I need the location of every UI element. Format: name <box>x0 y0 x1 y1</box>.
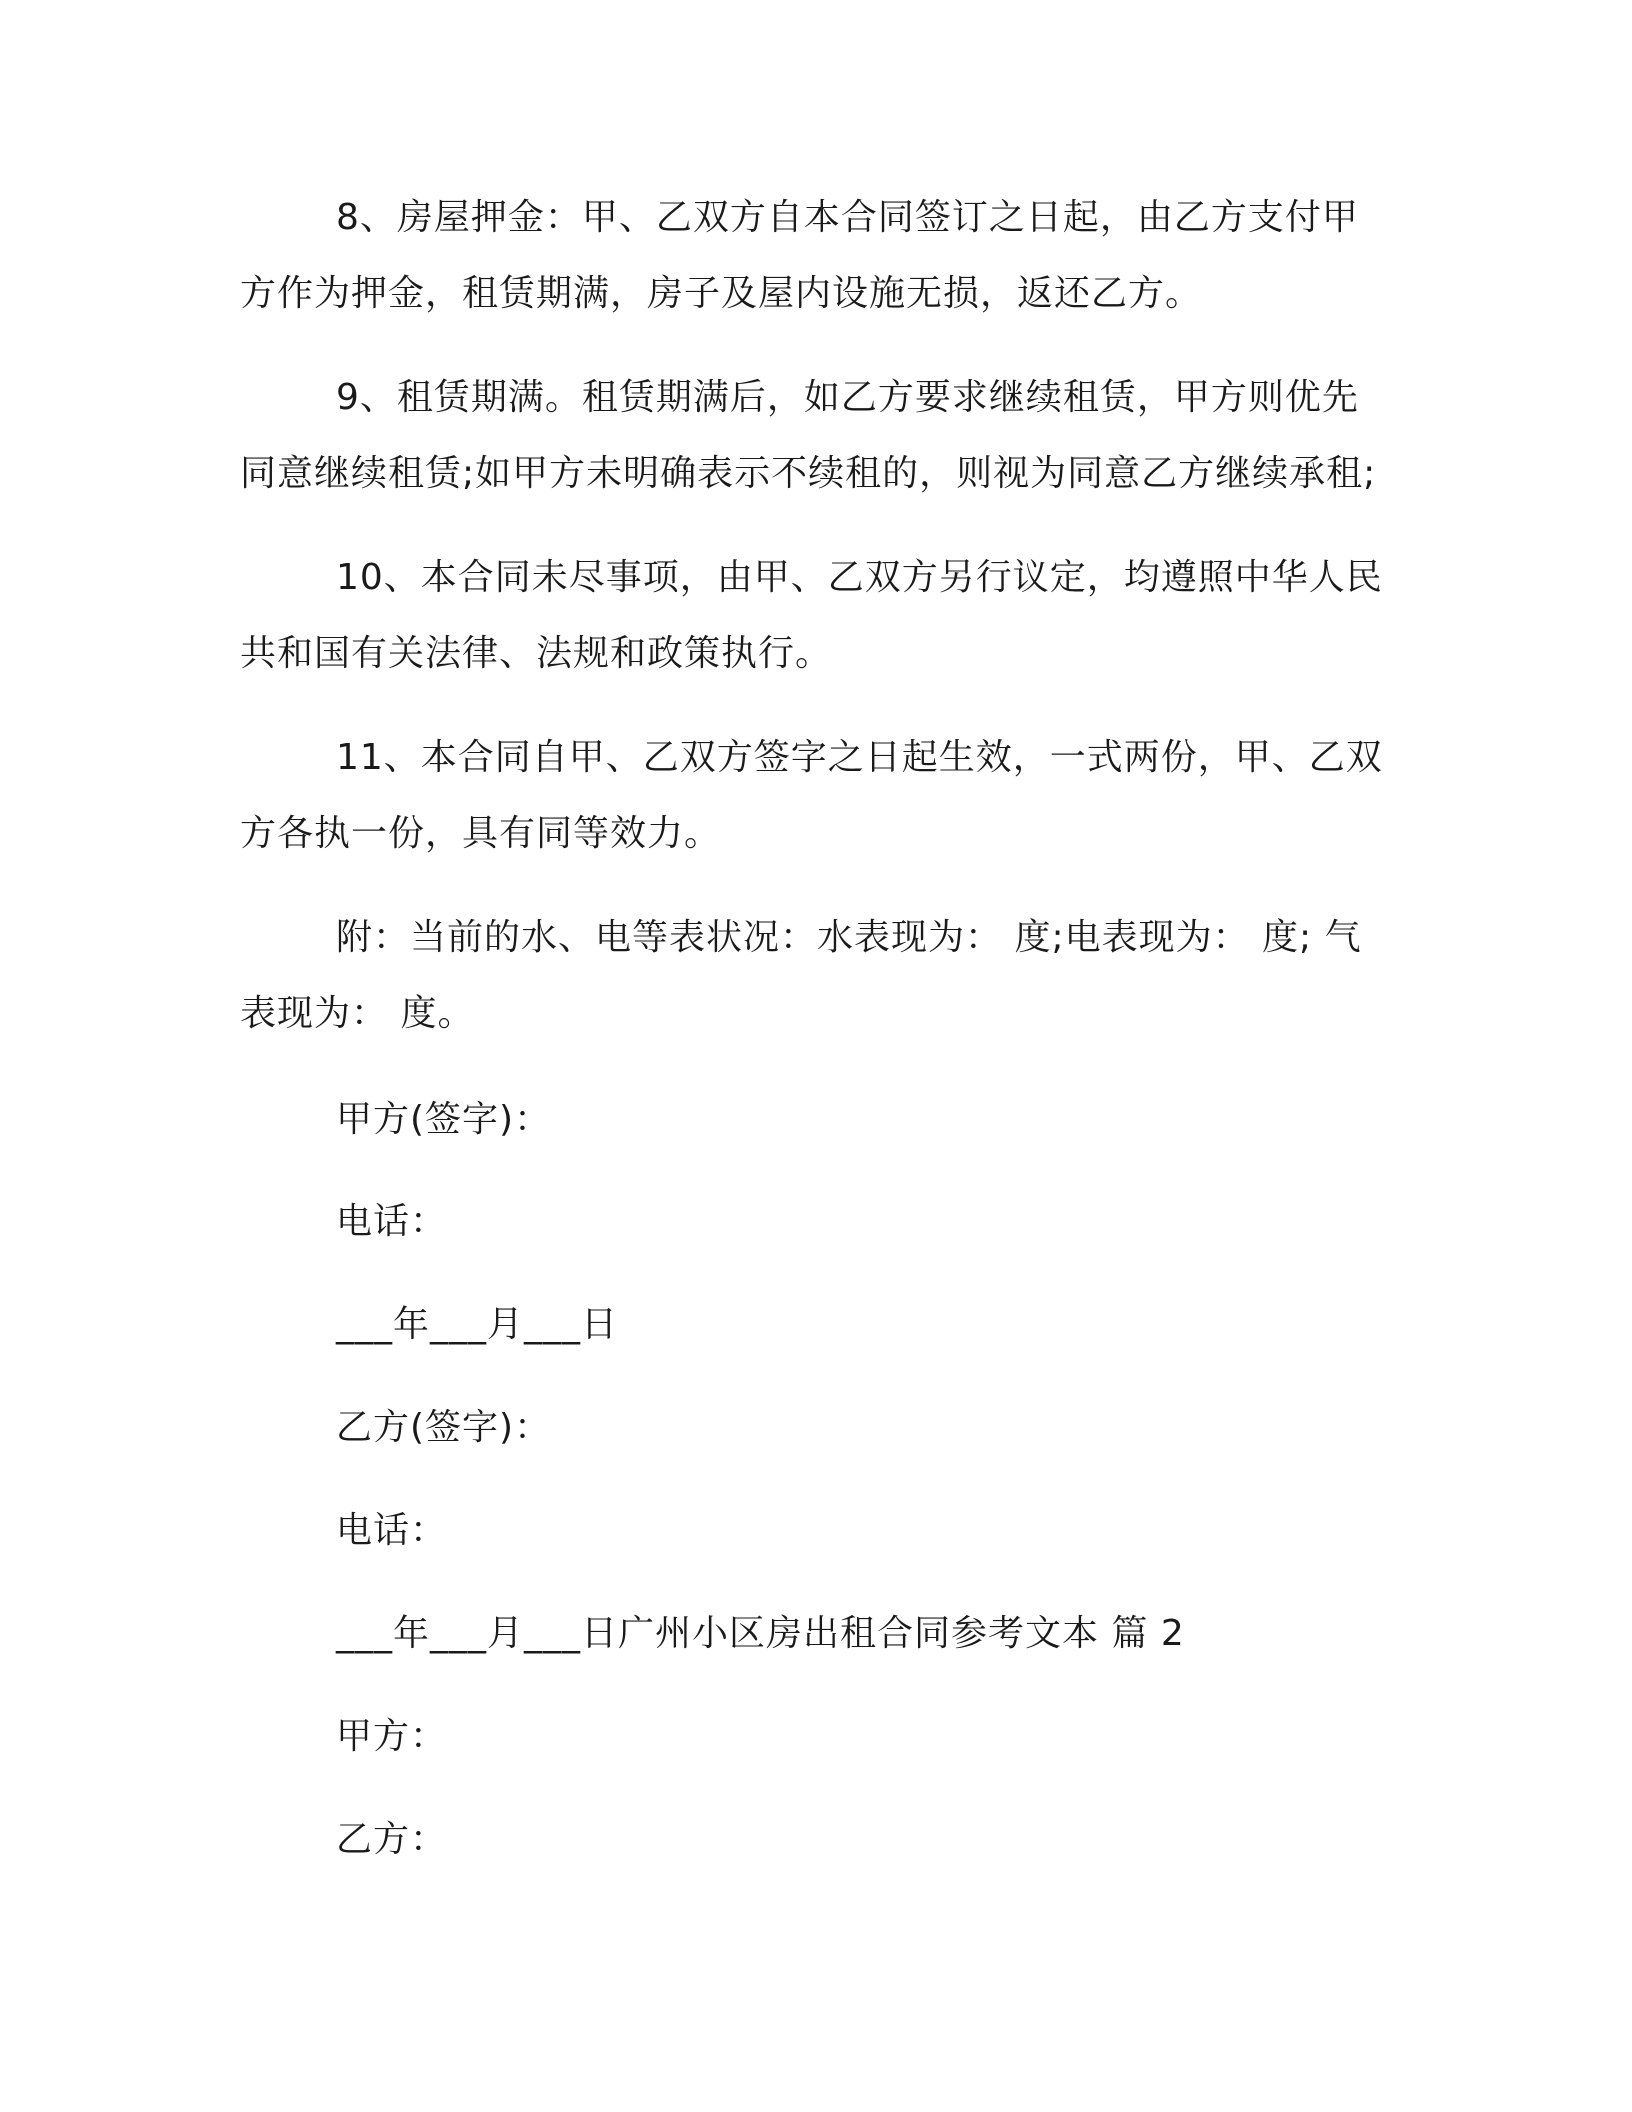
meter-readings <box>240 900 1390 1052</box>
clause-11 <box>240 720 1390 872</box>
clause-11-text: 11、本合同自甲、乙双方签字之日起生效，一式两份，甲、乙双方各执一份，具有同等效力。 <box>240 737 1383 854</box>
party-a-date-line: ___年___月___日 <box>336 1304 619 1345</box>
party-b-phone-label: 电话： <box>336 1510 448 1551</box>
party-b-label: 乙方： <box>336 1819 448 1860</box>
meter-readings-text: 附：当前的水、电等表状况：水表现为： 度;电表现为： 度; 气表现为： 度。 <box>240 917 1362 1034</box>
clause-9-text: 9、租赁期满。租赁期满后，如乙方要求继续租赁，甲方则优先同意继续租赁;如甲方未明确表示不续租的，则视为同意乙方继续承租; <box>240 377 1377 494</box>
party-a-signature-label: 甲方(签字)： <box>336 1099 552 1140</box>
clause-8 <box>240 180 1390 332</box>
party-b-signature-label: 乙方(签字)： <box>336 1407 552 1448</box>
party-a-phone-label: 电话： <box>336 1201 448 1242</box>
clause-10-text: 10、本合同未尽事项，由甲、乙双方另行议定，均遵照中华人民共和国有关法律、法规和政策执行。 <box>240 557 1383 674</box>
party-b-date-and-next-title: ___年___月___日广州小区房出租合同参考文本 篇 2 <box>336 1613 1185 1654</box>
clause-9 <box>240 360 1390 512</box>
party-a-label: 甲方： <box>336 1716 448 1757</box>
clause-8-text: 8、房屋押金：甲、乙双方自本合同签订之日起，由乙方支付甲方作为押金，租赁期满，房子及屋内设施无损，返还乙方。 <box>240 197 1359 314</box>
clause-10 <box>240 540 1390 692</box>
